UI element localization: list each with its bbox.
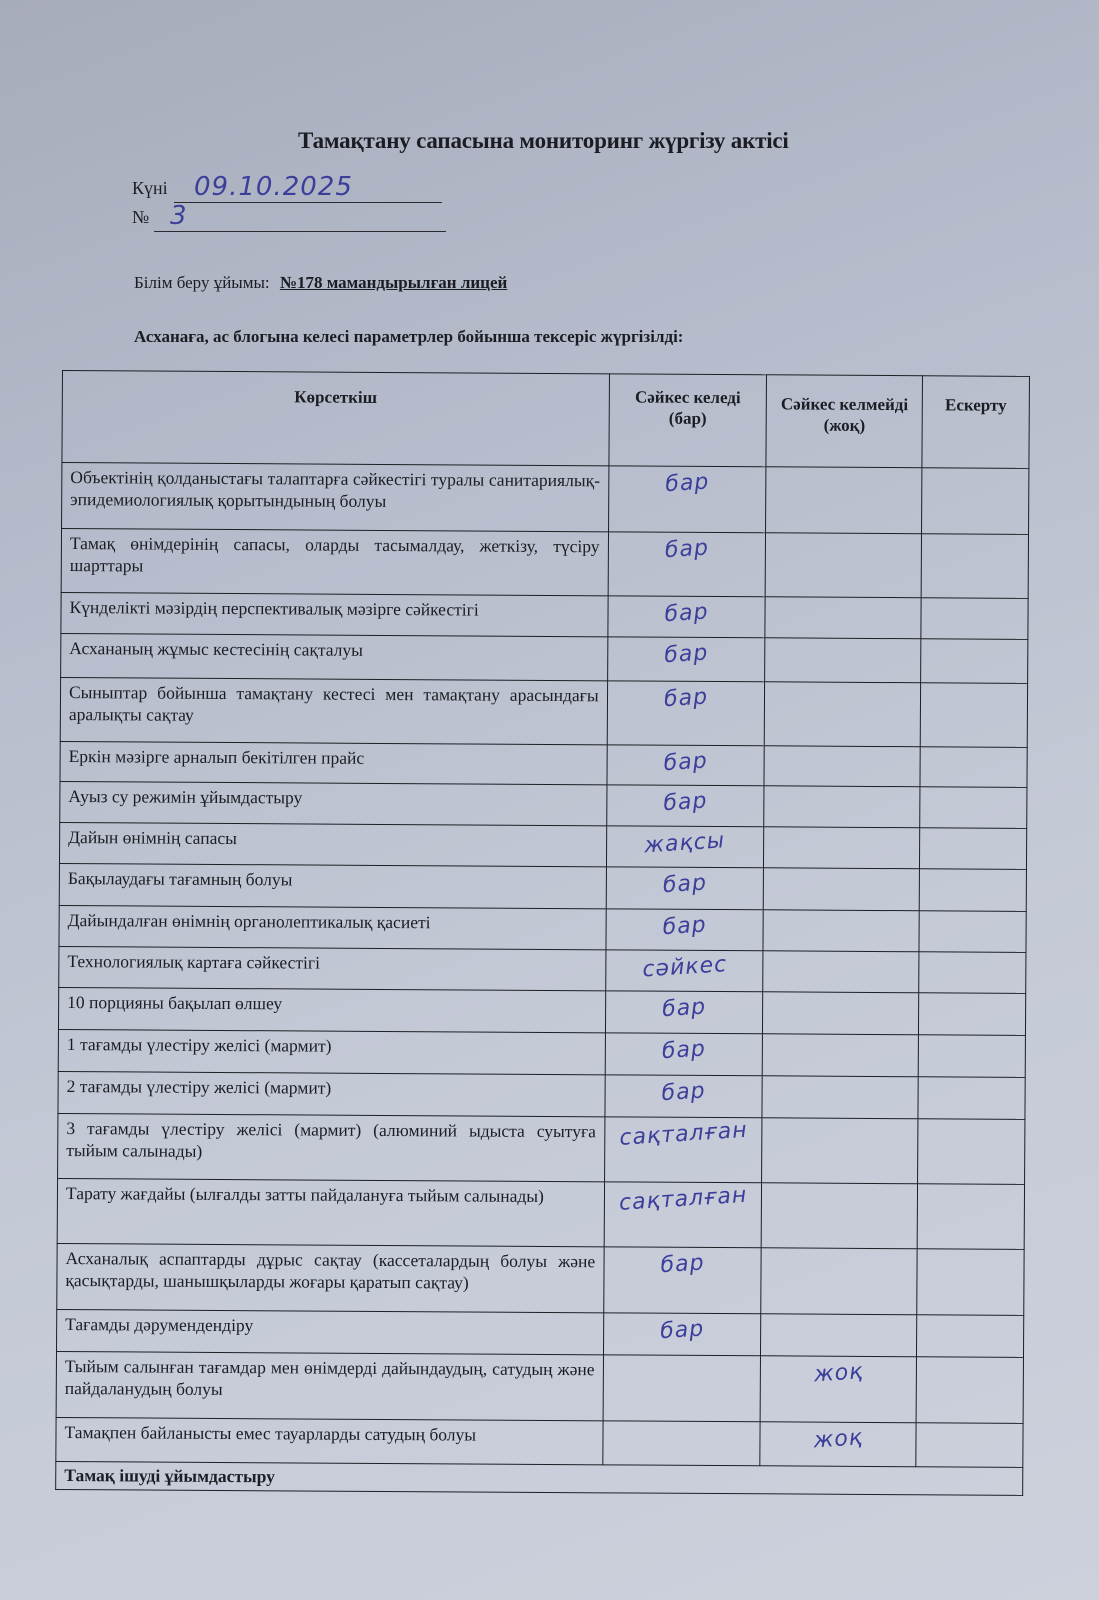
table-row — [58, 1113, 1025, 1184]
indicator-cell: Сыныптар бойынша тамақтану кестесі мен тамақтану арасындағы аралықты сақтау — [60, 677, 607, 744]
number-underline — [154, 231, 446, 232]
note-cell — [917, 1315, 1024, 1358]
note-cell — [920, 747, 1027, 788]
indicator-cell: Тамақпен байланысты емес тауарларды сатудың болуы — [56, 1417, 603, 1464]
indicator-cell: Асханалық аспаптарды дұрыс сақтау (кассеталардың болуы және қасықтарды, шанышқыларды жоғары қаратып сақтау) — [57, 1243, 604, 1312]
noncompliant-cell — [764, 786, 920, 828]
table-body — [56, 463, 1029, 1468]
noncompliant-cell — [763, 951, 919, 993]
handwritten-mark: бар — [662, 788, 709, 817]
table-row — [59, 946, 1026, 993]
indicator-cell: Тыйым салынған тағамдар мен өнімдерді дайындаудың, сатудың және пайдаланудың болуы — [56, 1351, 603, 1420]
table-row — [57, 1243, 1024, 1315]
compliant-cell — [606, 785, 764, 827]
document-title: Тамақтану сапасына мониторинг жүргізу актісі — [298, 128, 789, 153]
organization-line — [134, 273, 507, 293]
handwritten-mark: бар — [664, 535, 710, 564]
noncompliant-cell — [764, 827, 920, 869]
noncompliant-cell — [764, 746, 920, 787]
noncompliant-cell — [761, 1314, 917, 1357]
note-cell — [918, 1035, 1025, 1078]
compliant-cell — [604, 1117, 762, 1183]
noncompliant-cell — [762, 1076, 918, 1119]
compliant-cell — [605, 991, 763, 1034]
compliant-cell — [608, 532, 766, 597]
compliant-cell — [606, 867, 764, 910]
table-row — [60, 741, 1027, 787]
compliant-cell — [602, 1421, 760, 1466]
note-cell — [917, 1184, 1024, 1250]
compliant-cell — [603, 1247, 761, 1314]
handwritten-mark: бар — [661, 994, 707, 1023]
noncompliant-cell — [762, 1118, 918, 1184]
header-compliant: Сәйкес келеді (бар) — [609, 374, 767, 467]
compliant-cell — [607, 637, 765, 682]
number-label: № — [132, 207, 150, 227]
noncompliant-cell — [763, 992, 919, 1035]
compliant-cell — [605, 1075, 763, 1118]
handwritten-mark: бар — [659, 1316, 705, 1345]
noncompliant-cell — [760, 1422, 916, 1467]
indicator-cell: Тамақ өнімдерінің сапасы, оларды тасымалдау, жеткізу, түсіру шарттары — [61, 529, 608, 596]
inspection-table — [55, 370, 1030, 1496]
noncompliant-cell — [765, 597, 921, 639]
note-cell — [921, 639, 1028, 684]
note-cell — [916, 1357, 1023, 1424]
handwritten-mark: бар — [663, 684, 709, 713]
table-row — [62, 463, 1029, 535]
noncompliant-cell — [765, 638, 921, 683]
table-row — [61, 529, 1028, 599]
section-title: Тамақ ішуді ұйымдастыру — [56, 1461, 1023, 1495]
noncompliant-cell — [763, 910, 919, 952]
handwritten-mark: бар — [662, 870, 708, 899]
table-row — [59, 905, 1026, 952]
indicator-cell: Технологиялық картаға сәйкестігі — [59, 946, 606, 990]
handwritten-mark: бар — [660, 1078, 707, 1107]
handwritten-mark: бар — [663, 599, 710, 628]
compliant-cell — [607, 596, 765, 638]
compliant-cell — [606, 826, 764, 868]
number-field — [132, 201, 188, 231]
table-row — [61, 633, 1028, 683]
noncompliant-cell — [766, 467, 922, 534]
indicator-cell: 2 тағамды үлестіру желісі (мармит) — [58, 1071, 605, 1116]
compliant-cell — [606, 909, 764, 951]
section-row — [56, 1461, 1023, 1495]
indicator-cell: Ауыз су режимін ұйымдастыру — [60, 781, 607, 825]
indicator-cell: Тағамды дәрумендендіру — [57, 1309, 604, 1354]
note-cell — [918, 1077, 1025, 1120]
indicator-cell: Асхананың жұмыс кестесінің сақталуы — [61, 633, 608, 680]
compliant-cell — [604, 1182, 762, 1248]
indicator-cell: Еркін мәзірге арналып бекітілген прайс — [60, 741, 607, 784]
table-row — [61, 592, 1028, 639]
handwritten-mark: жоқ — [812, 1425, 864, 1454]
compliant-cell — [603, 1355, 761, 1422]
indicator-cell: Тарату жағдайы (ылғалды затты пайдалануға тыйым салынады) — [57, 1178, 604, 1246]
date-handwritten-value: 09.10.2025 — [194, 172, 353, 202]
indicator-cell: Дайын өнімнің сапасы — [59, 822, 606, 866]
date-field — [132, 172, 353, 202]
table-row — [56, 1417, 1023, 1467]
note-cell — [921, 534, 1028, 599]
compliant-cell — [605, 1033, 763, 1076]
note-cell — [917, 1249, 1024, 1316]
noncompliant-cell — [764, 868, 920, 911]
handwritten-mark: сәйкес — [641, 952, 728, 983]
handwritten-mark: жоқ — [813, 1359, 865, 1388]
note-cell — [916, 1423, 1023, 1468]
compliant-cell — [607, 681, 765, 746]
indicator-cell: Дайындалған өнімнің органолептикалық қасиеті — [59, 905, 606, 949]
table-row — [58, 987, 1025, 1035]
indicator-cell: Бақылаудағы тағамның болуы — [59, 863, 606, 908]
table-row — [59, 863, 1026, 911]
table-row — [57, 1178, 1024, 1249]
handwritten-mark: сақталған — [618, 1117, 749, 1151]
handwritten-mark: бар — [662, 748, 709, 777]
noncompliant-cell — [761, 1248, 917, 1315]
handwritten-mark: бар — [661, 912, 708, 941]
indicator-cell: 10 порцияны бақылап өлшеу — [58, 987, 605, 1032]
note-cell — [919, 993, 1026, 1036]
inspection-intro: Асханаға, ас блогына келесі параметрлер бойынша тексеріс жүргізілді: — [134, 327, 684, 346]
organization-value: №178 мамандырылған лицей — [279, 273, 508, 292]
table-row — [60, 781, 1027, 828]
indicator-cell: 1 тағамды үлестіру желісі (мармит) — [58, 1029, 605, 1074]
date-underline — [174, 202, 442, 203]
compliant-cell — [603, 1313, 761, 1356]
table-row — [59, 822, 1026, 869]
table-row — [58, 1071, 1025, 1119]
note-cell — [922, 468, 1029, 535]
note-cell — [921, 598, 1028, 640]
note-cell — [919, 869, 1026, 912]
noncompliant-cell — [766, 533, 922, 598]
indicator-cell: Күнделікті мәзірдің перспективалық мәзірге сәйкестігі — [61, 592, 608, 636]
table-row — [60, 677, 1027, 747]
handwritten-mark: бар — [661, 1036, 707, 1065]
compliant-cell — [608, 466, 766, 533]
table-row — [58, 1029, 1025, 1077]
table-header-row — [62, 371, 1030, 469]
handwritten-mark: бар — [659, 1250, 706, 1279]
note-cell — [919, 911, 1026, 953]
handwritten-mark: сақталған — [618, 1182, 748, 1216]
note-cell — [920, 787, 1027, 829]
noncompliant-cell — [762, 1183, 918, 1249]
organization-label: Білім беру ұйымы: — [134, 273, 270, 292]
header-noncompliant: Сәйкес келмейді (жоқ) — [766, 375, 922, 468]
header-note: Ескерту — [922, 376, 1029, 469]
handwritten-mark: жақсы — [643, 828, 727, 859]
compliant-cell — [607, 745, 765, 786]
noncompliant-cell — [765, 682, 921, 747]
indicator-cell: 3 тағамды үлестіру желісі (мармит) (алюминий ыдыста суытуға тыйым салынады) — [58, 1113, 605, 1181]
noncompliant-cell — [760, 1356, 916, 1423]
note-cell — [919, 952, 1026, 994]
header-indicator: Көрсеткіш — [62, 371, 609, 466]
indicator-cell: Объектінің қолданыстағы талаптарға сәйкестігі туралы санитариялық-эпидемиологиялық қорытындының болуы — [62, 463, 609, 532]
number-handwritten-value: 3 — [170, 201, 188, 231]
handwritten-mark: бар — [664, 469, 711, 498]
note-cell — [920, 683, 1027, 748]
table-row — [56, 1351, 1023, 1423]
compliant-cell — [605, 950, 763, 992]
table-row — [57, 1309, 1024, 1357]
handwritten-mark: бар — [663, 640, 710, 669]
noncompliant-cell — [763, 1034, 919, 1077]
note-cell — [920, 828, 1027, 870]
note-cell — [918, 1119, 1025, 1185]
date-label: Күні — [132, 178, 168, 198]
